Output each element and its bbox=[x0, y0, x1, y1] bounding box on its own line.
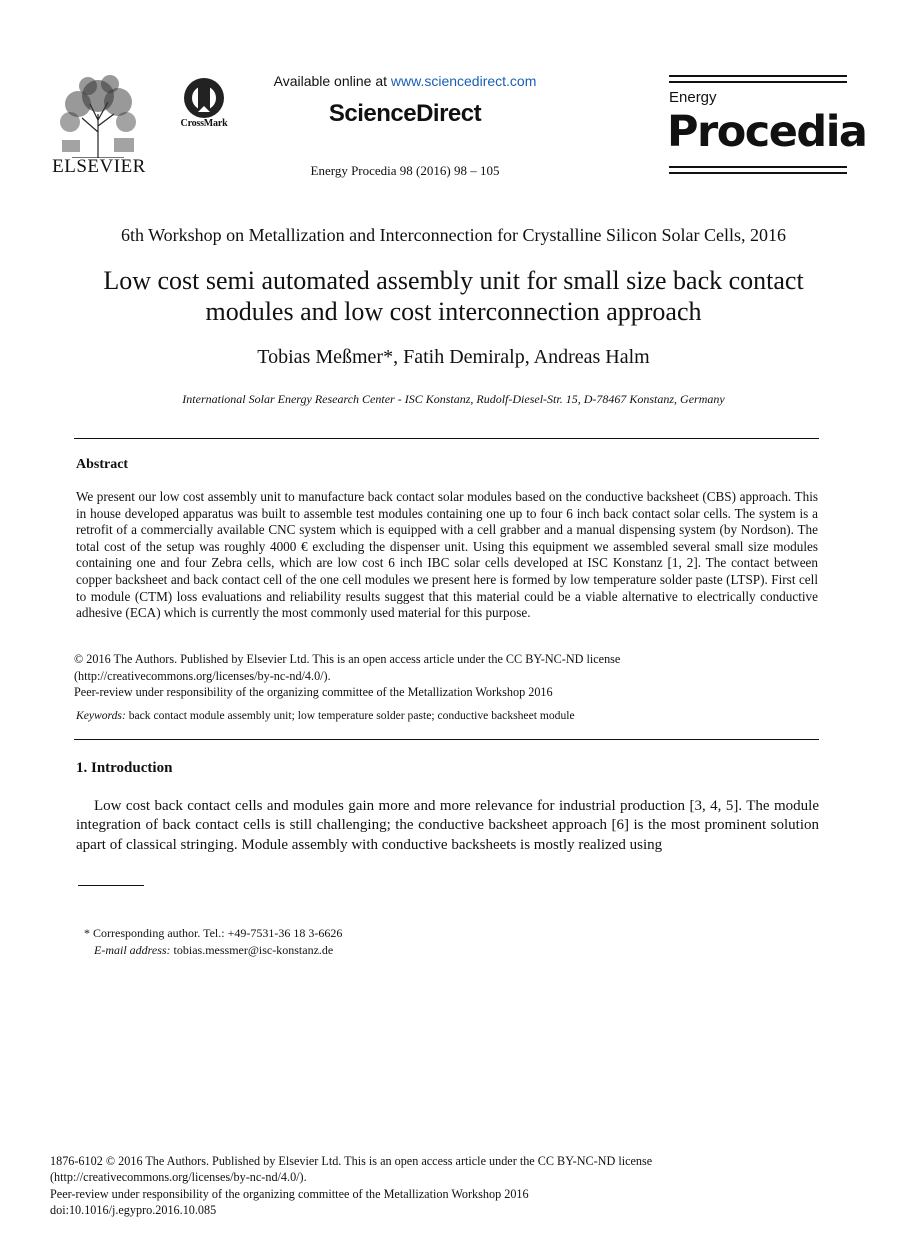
divider-top bbox=[74, 438, 819, 439]
copyright-block bbox=[74, 651, 824, 701]
issn-copyright: 1876-6102 © 2016 The Authors. Published by Elsevier Ltd. This is an open access article under the CC BY-NC-ND license bbox=[50, 1154, 653, 1168]
journal-logo-rule-bottom bbox=[669, 166, 847, 168]
journal-logo-rule-top-2 bbox=[669, 81, 847, 83]
email-line bbox=[84, 942, 684, 959]
paper-title-line-1: Low cost semi automated assembly unit for small size back contact bbox=[103, 266, 804, 295]
peer-review-line: Peer-review under responsibility of the organizing committee of the Metallization Workshop 2016 bbox=[74, 685, 553, 700]
publication-info bbox=[50, 1153, 830, 1218]
email-address[interactable]: tobias.messmer@isc-konstanz.de bbox=[170, 942, 334, 957]
crossmark-label[interactable]: CrossMark bbox=[180, 118, 228, 129]
journal-logo-procedia: Procedia bbox=[667, 107, 867, 157]
elsevier-logo-text: ELSEVIER bbox=[52, 156, 146, 177]
sciencedirect-link[interactable]: www.sciencedirect.com bbox=[390, 73, 537, 89]
keywords-list: back contact module assembly unit; low temperature solder paste; conductive backsheet module bbox=[125, 709, 575, 722]
workshop-name: 6th Workshop on Metallization and Interconnection for Crystalline Silicon Solar Cells, 2016 bbox=[120, 225, 787, 245]
available-online-prefix: Available online at bbox=[273, 73, 391, 89]
copyright-line: © 2016 The Authors. Published by Elsevier Ltd. This is an open access article under the CC BY-NC-ND license bbox=[74, 652, 621, 666]
journal-logo-rule-top bbox=[669, 75, 847, 77]
abstract-heading: Abstract bbox=[76, 457, 129, 472]
bottom-peer-review: Peer-review under responsibility of the organizing committee of the Metallization Workshop 2016 bbox=[50, 1186, 529, 1201]
bottom-license-link[interactable]: (http://creativecommons.org/licenses/by-nc-nd/4.0/). bbox=[50, 1170, 307, 1185]
keywords bbox=[76, 709, 818, 722]
affiliation: International Solar Energy Research Center - ISC Konstanz, Rudolf-Diesel-Str. 15, D-78467 Konstanz, Germany bbox=[182, 392, 725, 406]
footnote bbox=[84, 925, 684, 958]
footnote-rule bbox=[78, 885, 144, 886]
abstract-text: We present our low cost assembly unit to manufacture back contact solar modules based on the conductive backsheet (CBS) approach. This in house developed apparatus was built to assemble test modules containing one up to four 6 inch back contact solar cells. The system is a retrofit of a commercially available CNC system which is equipped with a cell grabber and a manual dispensing system (by Nordson). The total cost of the setup was roughly 4000 € excluding the dispenser unit. Using this equipment we assembled several small size modules containing one and four Zebra cells, which are low cost 6 inch IBC solar cells developed at ISC Konstanz [1, 2]. The contact between copper backsheet and back contact cell of the one cell modules we present here is formed by low temperature solder paste (LTSP). First cell to module (CTM) loss evaluations and reliability results suggest that this material could be a viable alternative to electrically conductive adhesive (ECA) which is currently the most commonly used material for this purpose. bbox=[76, 489, 818, 621]
journal-logo-energy: Energy bbox=[669, 89, 717, 106]
paper-title bbox=[40, 265, 867, 327]
section-heading-introduction: 1. Introduction bbox=[76, 760, 173, 776]
email-label: E-mail address: bbox=[94, 942, 171, 957]
elsevier-tree-icon bbox=[52, 74, 144, 158]
doi[interactable]: doi:10.1016/j.egypro.2016.10.085 bbox=[50, 1202, 217, 1217]
paper-title-line-2: modules and low cost interconnection approach bbox=[205, 297, 702, 326]
keywords-label: Keywords: bbox=[76, 709, 126, 722]
divider-bottom bbox=[74, 739, 819, 740]
journal-reference: Energy Procedia 98 (2016) 98 – 105 bbox=[310, 163, 500, 178]
license-link[interactable]: (http://creativecommons.org/licenses/by-nc-nd/4.0/). bbox=[74, 668, 331, 683]
available-online bbox=[180, 73, 630, 89]
corresponding-author: * Corresponding author. Tel.: +49-7531-36 18 3-6626 bbox=[84, 926, 343, 940]
journal-logo-rule-bottom-2 bbox=[669, 172, 847, 174]
introduction-text: Low cost back contact cells and modules gain more and more relevance for industrial production [3, 4, 5]. The module integration of back contact cells is still challenging; the conductive backsheet approach [6] is the most prominent solution apart of classical stringing. Module assembly with conductive backsheets is mostly realized using bbox=[76, 798, 819, 853]
sciencedirect-logo: ScienceDirect bbox=[328, 100, 482, 127]
author-list: Tobias Meßmer*, Fatih Demiralp, Andreas Halm bbox=[257, 346, 650, 368]
